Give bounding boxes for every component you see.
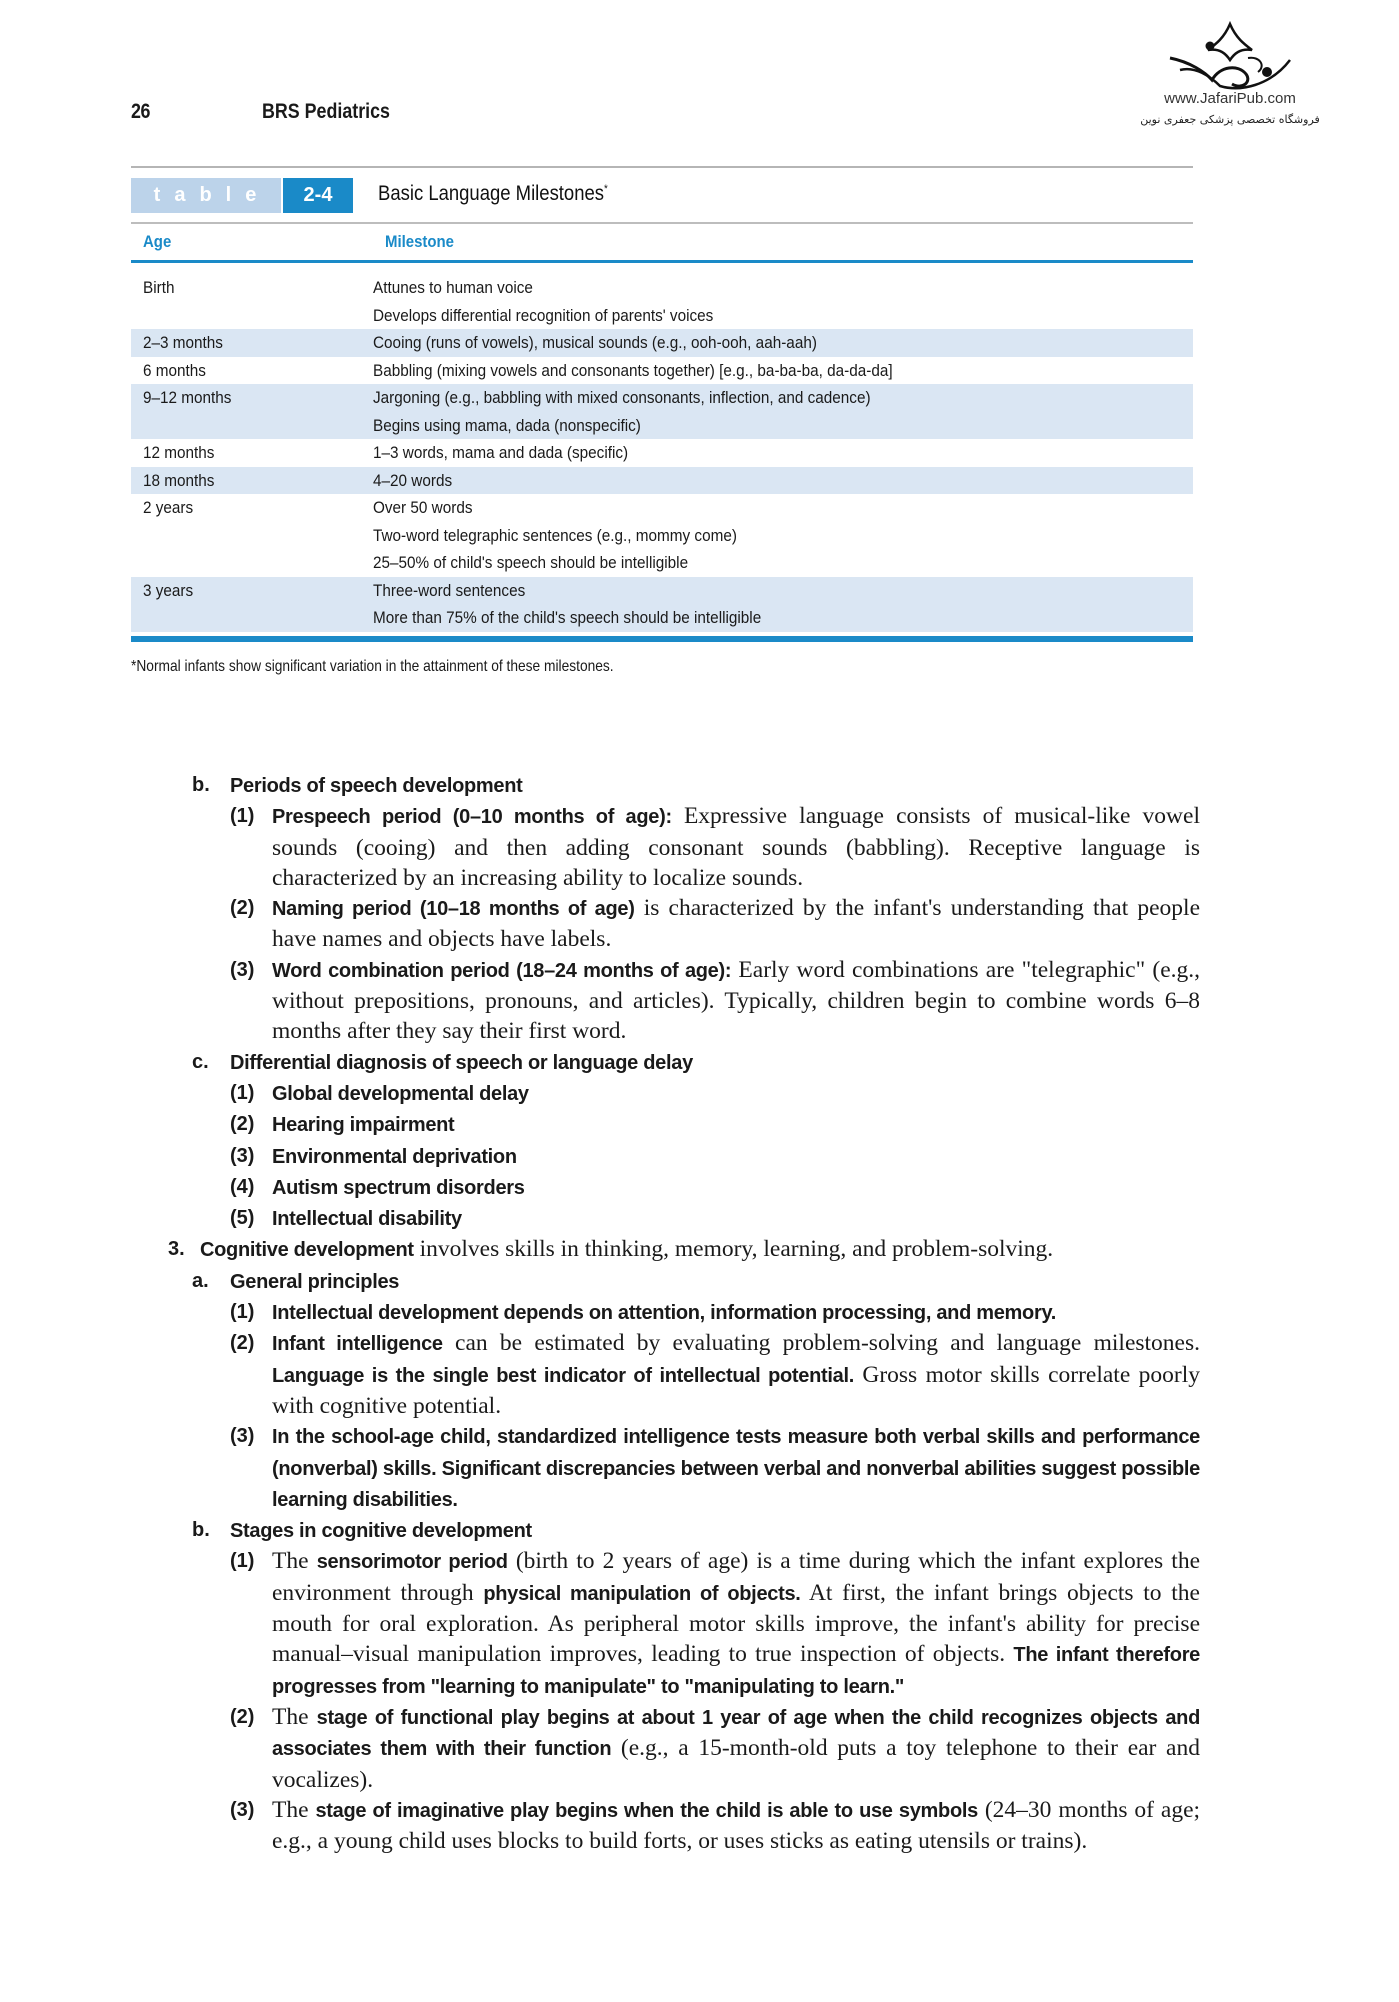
item-text: (e.g., a 15-month-old puts a toy telephone to their ear and vocalizes).: [272, 1735, 1200, 1793]
milestone-cell: Babbling (mixing vowels and consonants together) [e.g., ba-ba-ba, da-da-da]: [373, 360, 893, 380]
item-marker: (3): [230, 958, 255, 981]
publisher-watermark: [1130, 20, 1330, 160]
item-marker: (1): [230, 805, 255, 828]
item-bold-text: physical manipulation of objects.: [483, 1582, 801, 1605]
age-cell: 3 years: [143, 580, 194, 600]
list-item: [160, 1203, 1200, 1234]
milestone-cell: 1–3 words, mama and dada (specific): [373, 443, 629, 462]
heading-text: Periods of speech development: [230, 775, 523, 797]
item-text: The: [272, 1548, 309, 1575]
milestone-cell: Begins using mama, dada (nonspecific): [373, 415, 641, 435]
milestone-cell: Attunes to human voice: [373, 278, 533, 297]
item-bold-text: The infant therefore progresses from "learning to manipulate" to "manipulating to learn.": [272, 1644, 1201, 1698]
milestones-table-body: [131, 274, 1193, 632]
table-footnote: *Normal infants show significant variation in the attainment of these milestones.: [131, 658, 614, 675]
publisher-logo-icon: [1150, 20, 1310, 92]
heading-text: Cognitive development: [200, 1239, 414, 1262]
milestone-cell: Jargoning (e.g., babbling with mixed consonants, inflection, and cadence): [373, 388, 871, 407]
item-bold-text: Intellectual disability: [272, 1208, 462, 1231]
table-title: [378, 182, 608, 206]
item-text: (birth to 2 years of age) is a time during which the infant explores the environment through: [272, 1548, 1201, 1606]
table-bottom-rule: [131, 636, 1193, 642]
age-cell: 6 months: [143, 360, 206, 380]
item-text: The: [272, 1796, 309, 1823]
milestone-cell: 4–20 words: [373, 470, 453, 490]
milestone-cell: Over 50 words: [373, 498, 473, 517]
milestone-cell: More than 75% of the child's speech should be intelligible: [373, 608, 762, 627]
item-marker: (2): [230, 1705, 255, 1728]
item-bold-text: stage of imaginative play begins when the child is able to use symbols: [315, 1799, 978, 1822]
heading-text: Differential diagnosis of speech or language delay: [230, 1051, 693, 1074]
item-marker: (3): [230, 1425, 255, 1448]
table-row: [131, 467, 1193, 495]
item-marker: (1): [230, 1550, 255, 1573]
section-heading: [160, 770, 1200, 801]
page-number: 26: [131, 100, 151, 123]
table-title-divider: [131, 222, 1193, 224]
section-heading: [160, 1234, 1200, 1265]
item-bold-text: Global developmental delay: [272, 1082, 529, 1105]
milestone-cell: Cooing (runs of vowels), musical sounds (e.g., ooh-ooh, aah-aah): [373, 333, 817, 352]
item-marker: (2): [230, 1332, 255, 1355]
table-label: table: [153, 184, 271, 206]
table-title-text: Basic Language Milestones: [378, 182, 605, 205]
list-item: [160, 1109, 1200, 1140]
list-item: [160, 1172, 1200, 1203]
list-item: [160, 1141, 1200, 1172]
item-marker: (2): [230, 1113, 255, 1136]
item-bold-text: Autism spectrum disorders: [272, 1176, 525, 1199]
item-text: Expressive language consists of musical-like vowel sounds (cooing) and then adding consonant sounds (babbling). Receptive language is characterized by an increasing ability to localize sounds.: [272, 803, 1200, 891]
item-bold-text: In the school-age child, standardized intelligence tests measure both verbal skills and performance (nonverbal) skills. Significant discrepancies between verbal and nonverbal abilities suggest possible learning disabilities.: [272, 1426, 1200, 1511]
item-text: (24–30 months of age; e.g., a young child uses blocks to build forts, or uses sticks as eating utensils or trains).: [272, 1796, 1201, 1855]
item-bold-text: Word combination period (18–24 months of age):: [272, 959, 732, 982]
item-text: is characterized by the infant's understanding that people have names and objects have labels.: [272, 895, 1200, 953]
section-text: involves skills in thinking, memory, learning, and problem-solving.: [419, 1236, 1054, 1263]
age-cell: Birth: [143, 278, 175, 297]
list-item: [160, 1702, 1200, 1795]
item-bold-text: Prespeech period (0–10 months of age):: [272, 806, 672, 829]
item-marker: (5): [230, 1207, 255, 1230]
item-marker: (3): [230, 1144, 255, 1167]
item-bold-text: Infant intelligence: [272, 1333, 443, 1356]
table-row: [131, 329, 1193, 357]
milestone-cell: Develops differential recognition of parents' voices: [373, 305, 714, 325]
list-item: [160, 1328, 1200, 1421]
table-row: [131, 439, 1193, 467]
section-heading: [160, 1266, 1200, 1297]
table-row: [131, 274, 1193, 329]
header-divider: [131, 166, 1193, 168]
item-bold-text: Hearing impairment: [272, 1114, 455, 1137]
item-text: can be estimated by evaluating problem-solving and language milestones.: [455, 1330, 1201, 1357]
table-row: [131, 577, 1193, 632]
list-item: [160, 1297, 1200, 1328]
item-bold-text: stage of functional play begins at about 1 year of age when the child recognizes objects and associates them with their function: [272, 1706, 1200, 1761]
item-marker: (2): [230, 897, 255, 920]
age-cell: 2 years: [143, 498, 194, 517]
column-header-age: Age: [143, 232, 172, 251]
section-heading: [160, 1047, 1200, 1078]
milestone-cell: 25–50% of child's speech should be intelligible: [373, 553, 689, 572]
section-marker: b.: [192, 1519, 210, 1542]
table-number-box: [283, 178, 353, 213]
table-row: [131, 494, 1193, 577]
heading-text: General principles: [230, 1270, 400, 1293]
section-marker: 3.: [168, 1238, 185, 1261]
table-number: 2-4: [303, 184, 333, 206]
list-item: [160, 1795, 1200, 1857]
item-text: Gross motor skills correlate poorly with cognitive potential.: [272, 1361, 1200, 1419]
list-item: [160, 801, 1200, 893]
item-bold-text: sensorimotor period: [316, 1551, 508, 1574]
item-marker: (1): [230, 1301, 255, 1324]
item-bold-text: Intellectual development depends on attention, information processing, and memory.: [272, 1302, 1057, 1325]
list-item: [160, 1078, 1200, 1109]
age-cell: 9–12 months: [143, 388, 232, 407]
age-cell: 18 months: [143, 470, 215, 490]
section-marker: b.: [192, 774, 210, 796]
age-cell: 12 months: [143, 443, 215, 462]
heading-text: Stages in cognitive development: [230, 1520, 532, 1543]
watermark-url: www.JafariPub.com: [1164, 90, 1296, 107]
item-text: Early word combinations are "telegraphic" (e.g., without prepositions, pronouns, and articles). Typically, children begin to combine words 6–8 months after they say their first word.: [272, 956, 1200, 1045]
list-item: [160, 1421, 1200, 1515]
table-title-footnote-mark: *: [604, 183, 608, 195]
item-text: The: [272, 1703, 309, 1730]
column-header-milestone: Milestone: [385, 232, 454, 251]
item-bold-text: Environmental deprivation: [272, 1145, 517, 1168]
item-marker: (3): [230, 1798, 255, 1821]
section-marker: a.: [192, 1269, 209, 1292]
milestone-cell: Two-word telegraphic sentences (e.g., mommy come): [373, 525, 737, 545]
item-marker: (4): [230, 1175, 255, 1198]
body-text: [160, 770, 1200, 1856]
list-item: [160, 1546, 1200, 1701]
age-cell: 2–3 months: [143, 333, 223, 352]
table-row: [131, 384, 1193, 439]
table-header-rule: [131, 260, 1193, 263]
running-head: BRS Pediatrics: [262, 100, 390, 123]
table-label-box: [131, 178, 281, 213]
section-marker: c.: [192, 1050, 209, 1073]
item-text: At first, the infant brings objects to the mouth for oral exploration. As peripheral motor skills improve, the infant's ability for precise manual–visual manipulation improves, leading to true inspection of objects.: [272, 1579, 1200, 1668]
section-heading: [160, 1515, 1200, 1546]
watermark-persian-text: فروشگاه تخصصی پزشکی جعفری نوین: [1140, 113, 1320, 126]
item-bold-text: Naming period (10–18 months of age): [272, 898, 635, 921]
milestone-cell: Three-word sentences: [373, 580, 526, 600]
list-item: [160, 893, 1200, 955]
table-row: [131, 357, 1193, 385]
list-item: [160, 955, 1200, 1047]
item-bold-text: Language is the single best indicator of intellectual potential.: [272, 1364, 854, 1387]
item-marker: (1): [230, 1081, 255, 1104]
